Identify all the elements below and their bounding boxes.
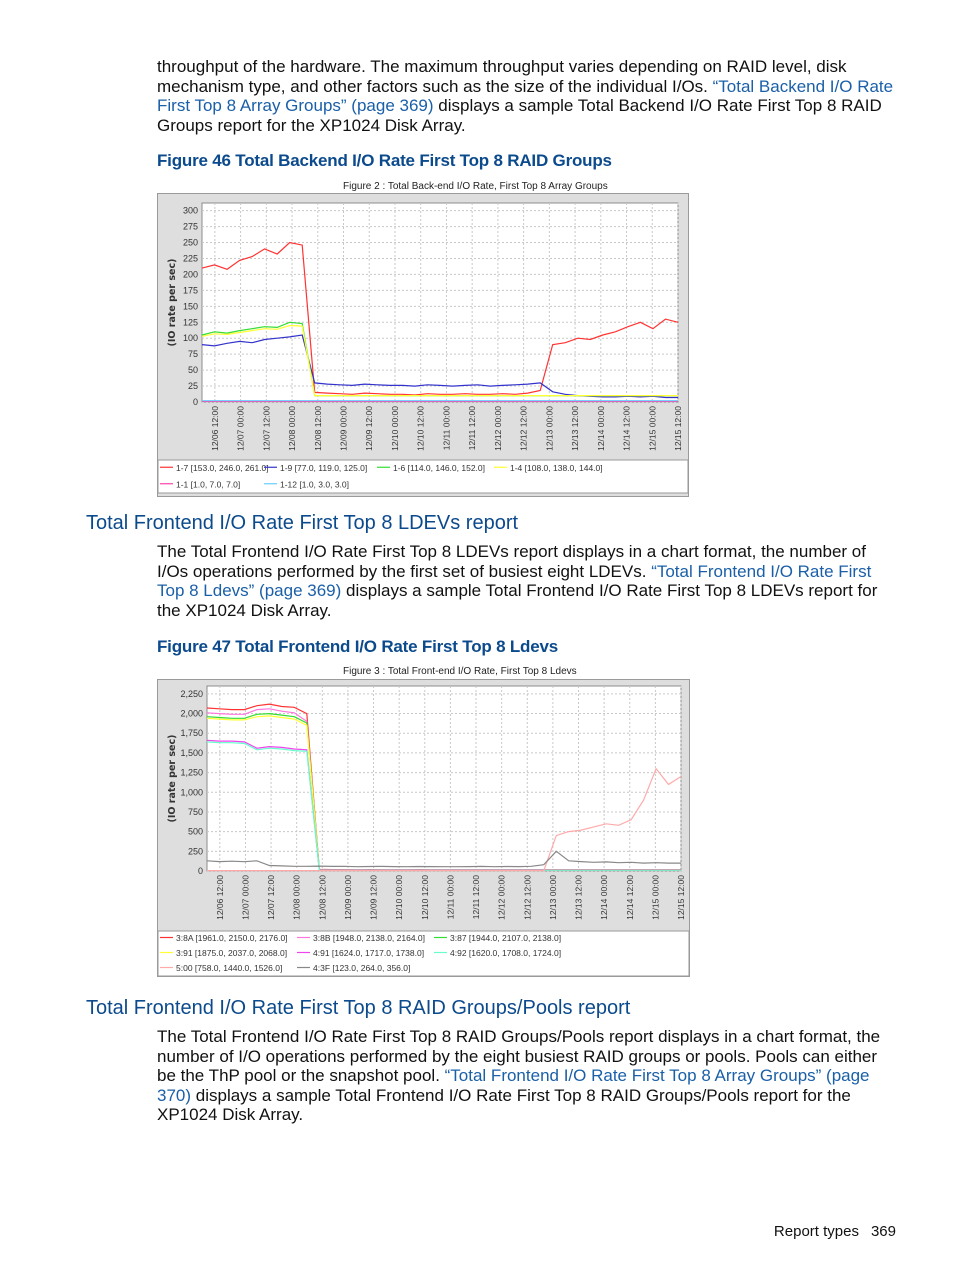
y-tick-label: 50 bbox=[187, 365, 198, 376]
x-tick-label: 12/07 12:00 bbox=[266, 875, 277, 920]
x-tick-label: 12/08 00:00 bbox=[287, 406, 298, 451]
intro-link[interactable]: “Total Backend I/O Rate First Top 8 Array Groups” (page 369) bbox=[157, 76, 894, 116]
footer-label: Report types bbox=[773, 1223, 859, 1240]
y-tick-label: 2,250 bbox=[180, 688, 203, 699]
x-tick-label: 12/11 12:00 bbox=[471, 875, 482, 920]
x-tick-label: 12/10 12:00 bbox=[415, 406, 426, 451]
x-tick-label: 12/12 12:00 bbox=[518, 406, 529, 451]
y-tick-label: 125 bbox=[182, 317, 198, 328]
y-tick-label: 2,000 bbox=[180, 708, 203, 719]
y-tick-label: 250 bbox=[187, 846, 203, 857]
page-number: 369 bbox=[870, 1223, 896, 1240]
legend-entry: 3:87 [1944.0, 2107.0, 2138.0] bbox=[450, 933, 562, 943]
x-tick-label: 12/07 00:00 bbox=[235, 406, 246, 451]
y-tick-label: 750 bbox=[187, 806, 203, 817]
x-tick-label: 12/11 00:00 bbox=[441, 406, 452, 451]
x-tick-label: 12/12 00:00 bbox=[492, 406, 503, 451]
backend-io-rate-chart bbox=[157, 193, 689, 497]
x-tick-label: 12/10 00:00 bbox=[389, 406, 400, 451]
x-tick-label: 12/09 00:00 bbox=[338, 406, 349, 451]
section-ldevs-paragraph bbox=[157, 542, 897, 620]
legend-entry: 3:8A [1961.0, 2150.0, 2176.0] bbox=[176, 933, 288, 943]
x-tick-label: 12/08 00:00 bbox=[291, 875, 302, 920]
legend-entry: 1-7 [153.0, 246.0, 261.0] bbox=[176, 462, 269, 473]
y-tick-label: 150 bbox=[182, 301, 198, 312]
y-tick-label: 25 bbox=[187, 381, 198, 392]
x-tick-label: 12/11 12:00 bbox=[467, 406, 478, 451]
x-tick-label: 12/06 12:00 bbox=[209, 406, 220, 451]
section-ldevs-heading: Total Frontend I/O Rate First Top 8 LDEVs report bbox=[86, 512, 519, 534]
x-tick-label: 12/14 00:00 bbox=[599, 875, 610, 920]
y-tick-label: 250 bbox=[182, 237, 198, 248]
legend-entry: 1-9 [77.0, 119.0, 125.0] bbox=[280, 462, 368, 473]
legend-entry: 1-4 [108.0, 138.0, 144.0] bbox=[510, 462, 603, 473]
x-tick-label: 12/09 12:00 bbox=[364, 406, 375, 451]
legend-entry: 4:91 [1624.0, 1717.0, 1738.0] bbox=[313, 948, 425, 958]
y-tick-label: 225 bbox=[182, 253, 198, 264]
x-tick-label: 12/15 00:00 bbox=[647, 406, 658, 451]
section-raid-pools-paragraph bbox=[157, 1027, 897, 1125]
legend-entry: 3:91 [1875.0, 2037.0, 2068.0] bbox=[176, 948, 288, 958]
legend-entry: 4:3F [123.0, 264.0, 356.0] bbox=[313, 963, 411, 973]
y-tick-label: 300 bbox=[182, 205, 198, 216]
x-tick-label: 12/12 00:00 bbox=[496, 875, 507, 920]
x-tick-label: 12/09 00:00 bbox=[342, 875, 353, 920]
x-tick-label: 12/13 12:00 bbox=[573, 875, 584, 920]
y-tick-label: 1,750 bbox=[180, 728, 203, 739]
legend-entry: 1-1 [1.0, 7.0, 7.0] bbox=[176, 479, 241, 490]
page-footer bbox=[762, 1223, 896, 1240]
figure-47-caption: Figure 47 Total Frontend I/O Rate First Top 8 Ldevs bbox=[157, 637, 558, 656]
section-raid-pools-heading: Total Frontend I/O Rate First Top 8 RAID Groups/Pools report bbox=[86, 997, 631, 1019]
y-tick-label: 0 bbox=[192, 397, 198, 407]
y-axis-label: (IO rate per sec) bbox=[167, 258, 178, 347]
figure-47-chart-title: Figure 3 : Total Front-end I/O Rate, First Top 8 Ldevs bbox=[343, 666, 577, 677]
section-ldevs-link[interactable]: “Total Frontend I/O Rate First Top 8 Ldevs” (page 369) bbox=[157, 561, 872, 601]
legend-entry: 4:92 [1620.0, 1708.0, 1724.0] bbox=[450, 948, 562, 958]
x-tick-label: 12/09 12:00 bbox=[368, 875, 379, 920]
y-tick-label: 275 bbox=[182, 221, 198, 232]
y-tick-label: 100 bbox=[182, 333, 198, 344]
x-tick-label: 12/13 12:00 bbox=[570, 406, 581, 451]
x-tick-label: 12/07 12:00 bbox=[261, 406, 272, 451]
intro-text-1: throughput of the hardware. The maximum throughput varies depending on RAID level, disk mechanism type, and other factors such as the size of the individual I/Os. bbox=[157, 57, 847, 96]
figure-46-caption: Figure 46 Total Backend I/O Rate First Top 8 RAID Groups bbox=[157, 151, 612, 170]
x-tick-label: 12/15 00:00 bbox=[650, 875, 661, 920]
x-tick-label: 12/07 00:00 bbox=[240, 875, 251, 920]
x-tick-label: 12/11 00:00 bbox=[445, 875, 456, 920]
frontend-io-rate-chart bbox=[157, 679, 690, 977]
x-tick-label: 12/14 12:00 bbox=[621, 406, 632, 451]
y-tick-label: 75 bbox=[187, 349, 198, 360]
x-tick-label: 12/10 12:00 bbox=[419, 875, 430, 920]
section-raid-pools-link[interactable]: “Total Frontend I/O Rate First Top 8 Array Groups” (page 370) bbox=[157, 1066, 870, 1105]
section-ldevs-text-1: The Total Frontend I/O Rate First Top 8 LDEVs report displays in a chart format, the number of I/Os operations performed by the first set of busiest eight LDEVs. bbox=[157, 542, 866, 581]
legend-entry: 1-6 [114.0, 146.0, 152.0] bbox=[393, 462, 485, 473]
x-tick-label: 12/15 12:00 bbox=[673, 406, 683, 451]
plot-area bbox=[202, 203, 678, 402]
y-tick-label: 1,250 bbox=[180, 767, 203, 778]
y-tick-label: 175 bbox=[182, 285, 198, 296]
x-tick-label: 12/13 00:00 bbox=[547, 875, 558, 920]
intro-text-2: displays a sample Total Backend I/O Rate First Top 8 RAID Groups report for the XP1024 Disk Array. bbox=[157, 96, 882, 135]
section-raid-pools-text-1: The Total Frontend I/O Rate First Top 8 RAID Groups/Pools report displays in a chart format, the number of I/O operations performed by the eight busiest RAID groups or pools. Pools can either be the ThP pool or the snapshot pool. bbox=[157, 1027, 881, 1086]
y-tick-label: 0 bbox=[197, 866, 203, 876]
y-tick-label: 500 bbox=[187, 826, 203, 837]
x-tick-label: 12/13 00:00 bbox=[544, 406, 555, 451]
x-tick-label: 12/14 12:00 bbox=[624, 875, 635, 920]
y-tick-label: 200 bbox=[182, 269, 198, 280]
x-tick-label: 12/12 12:00 bbox=[522, 875, 533, 920]
x-tick-label: 12/08 12:00 bbox=[317, 875, 328, 920]
legend-entry: 3:8B [1948.0, 2138.0, 2164.0] bbox=[313, 933, 426, 943]
legend-entry: 1-12 [1.0, 3.0, 3.0] bbox=[280, 479, 349, 490]
legend-entry: 5:00 [758.0, 1440.0, 1526.0] bbox=[176, 963, 283, 973]
intro-paragraph bbox=[157, 57, 897, 135]
x-tick-label: 12/06 12:00 bbox=[214, 875, 225, 920]
x-tick-label: 12/10 00:00 bbox=[394, 875, 405, 920]
figure-46-chart-title: Figure 2 : Total Back-end I/O Rate, First Top 8 Array Groups bbox=[343, 181, 608, 192]
x-tick-label: 12/15 12:00 bbox=[676, 875, 686, 920]
x-tick-label: 12/14 00:00 bbox=[595, 406, 606, 451]
y-tick-label: 1,000 bbox=[180, 787, 203, 798]
section-ldevs-text-2: displays a sample Total Frontend I/O Rate First Top 8 LDEVs report for the XP1024 Disk Array. bbox=[157, 581, 878, 620]
x-tick-label: 12/08 12:00 bbox=[312, 406, 323, 451]
y-axis-label: (IO rate per sec) bbox=[167, 734, 178, 823]
y-tick-label: 1,500 bbox=[180, 747, 203, 758]
section-raid-pools-text-2: displays a sample Total Frontend I/O Rate First Top 8 RAID Groups/Pools report for the XP1024 Disk Array. bbox=[157, 1085, 851, 1125]
